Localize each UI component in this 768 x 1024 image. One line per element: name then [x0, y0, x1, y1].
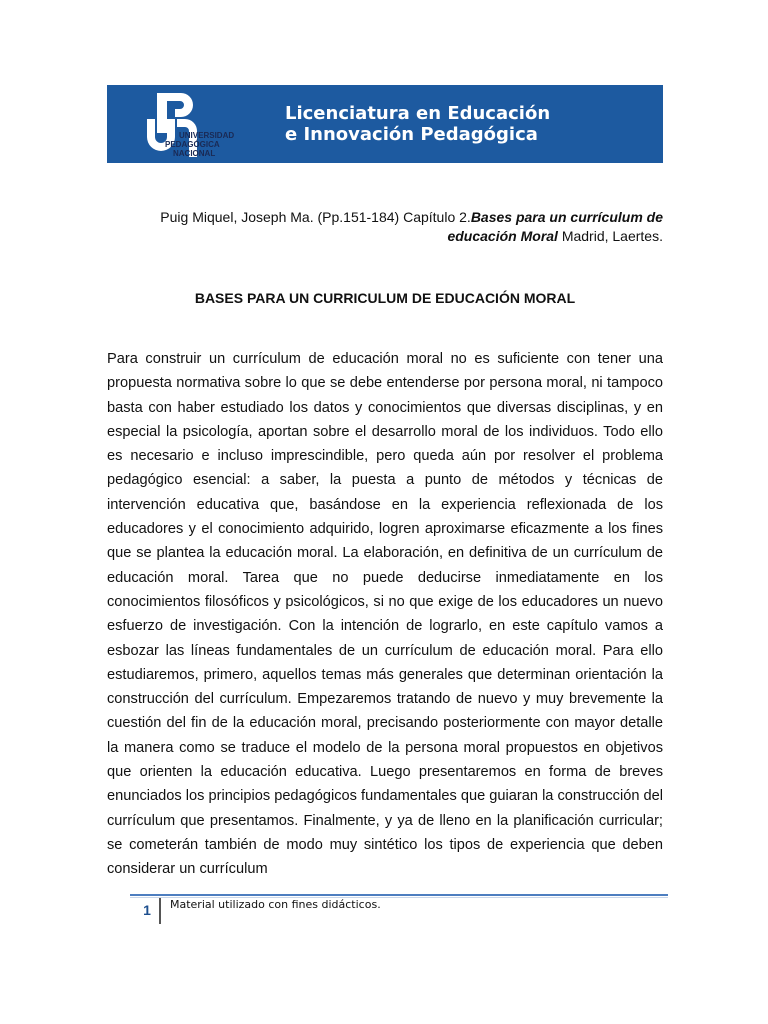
logo-text-line-1: UNIVERSIDAD: [179, 131, 235, 140]
logo-text: [165, 131, 235, 158]
citation-title-part1: Bases para un currículum de: [470, 209, 663, 225]
banner-title-line-2: e Innovación Pedagógica: [285, 124, 538, 145]
header-banner: [107, 85, 663, 163]
banner-title: [285, 103, 550, 145]
citation: [107, 208, 663, 246]
body-text: [107, 347, 663, 882]
citation-suffix: Madrid, Laertes.: [557, 228, 663, 244]
logo-text-line-3: NACIONAL: [173, 149, 216, 158]
upn-logo: [145, 89, 235, 159]
citation-title-part2: educación Moral: [447, 228, 558, 244]
banner-title-line-1: Licenciatura en Educación: [285, 103, 551, 124]
section-heading: BASES PARA UN CURRICULUM DE EDUCACIÓN MORAL: [194, 290, 576, 306]
footer-separator: [159, 898, 161, 924]
body-paragraph: Para construir un currículum de educación moral no es suficiente con tener una propuesta normativa sobre lo que se debe entenderse por persona moral, ni tampoco basta con haber estudiado los datos y conocimientos que diversas disciplinas, y en especial la psicología, aportan sobre el desarrollo moral de los individuos. Todo ello es necesario e incluso imprescindible, pero queda aún por resolver el problema pedagógico esencial: a saber, la puesta a punto de métodos y técnicas de intervención educativa que, basándose en la experiencia reflexionada de los educadores y el conocimiento adquirido, logren aproximarse eficazmente a los fines que se plantea la educación moral. La elaboración, en definitiva de un currículum de educación moral. Tarea que no puede deducirse inmediatamente en los conocimientos filosóficos y psicológicos, si no que exige de los educadores un nuevo esfuerzo de investigación. Con la intención de lograrlo, en este capítulo vamos a esbozar las líneas fundamentales de un currículum de educación moral. Para ello estudiaremos, primero, aquellos temas más generales que determinan orientación la construcción del currículum. Empezaremos tratando de nuevo y muy brevemente la cuestión del fin de la educación moral, precisando posteriormente con mayor detalle la manera como se traduce el modelo de la persona moral propuestos en objetivos que orienten la educación educativa. Luego presentaremos en forma de breves enunciados los principios pedagógicos fundamentales que guiaran la construcción del currículum que presentamos. Finalmente, y ya de lleno en la planificación curricular; se cometerán también de modo muy sintético los tipos de experiencia que deben considerar un currículum: [107, 351, 663, 878]
citation-prefix: Puig Miquel, Joseph Ma. (Pp.151-184) Capítulo 2.: [160, 209, 471, 225]
footer-note: Material utilizado con fines didácticos.: [170, 898, 381, 911]
logo-text-line-2: PEDAGÓGICA: [165, 140, 220, 149]
footer-rule: [130, 894, 668, 896]
page-number: 1: [143, 902, 151, 918]
